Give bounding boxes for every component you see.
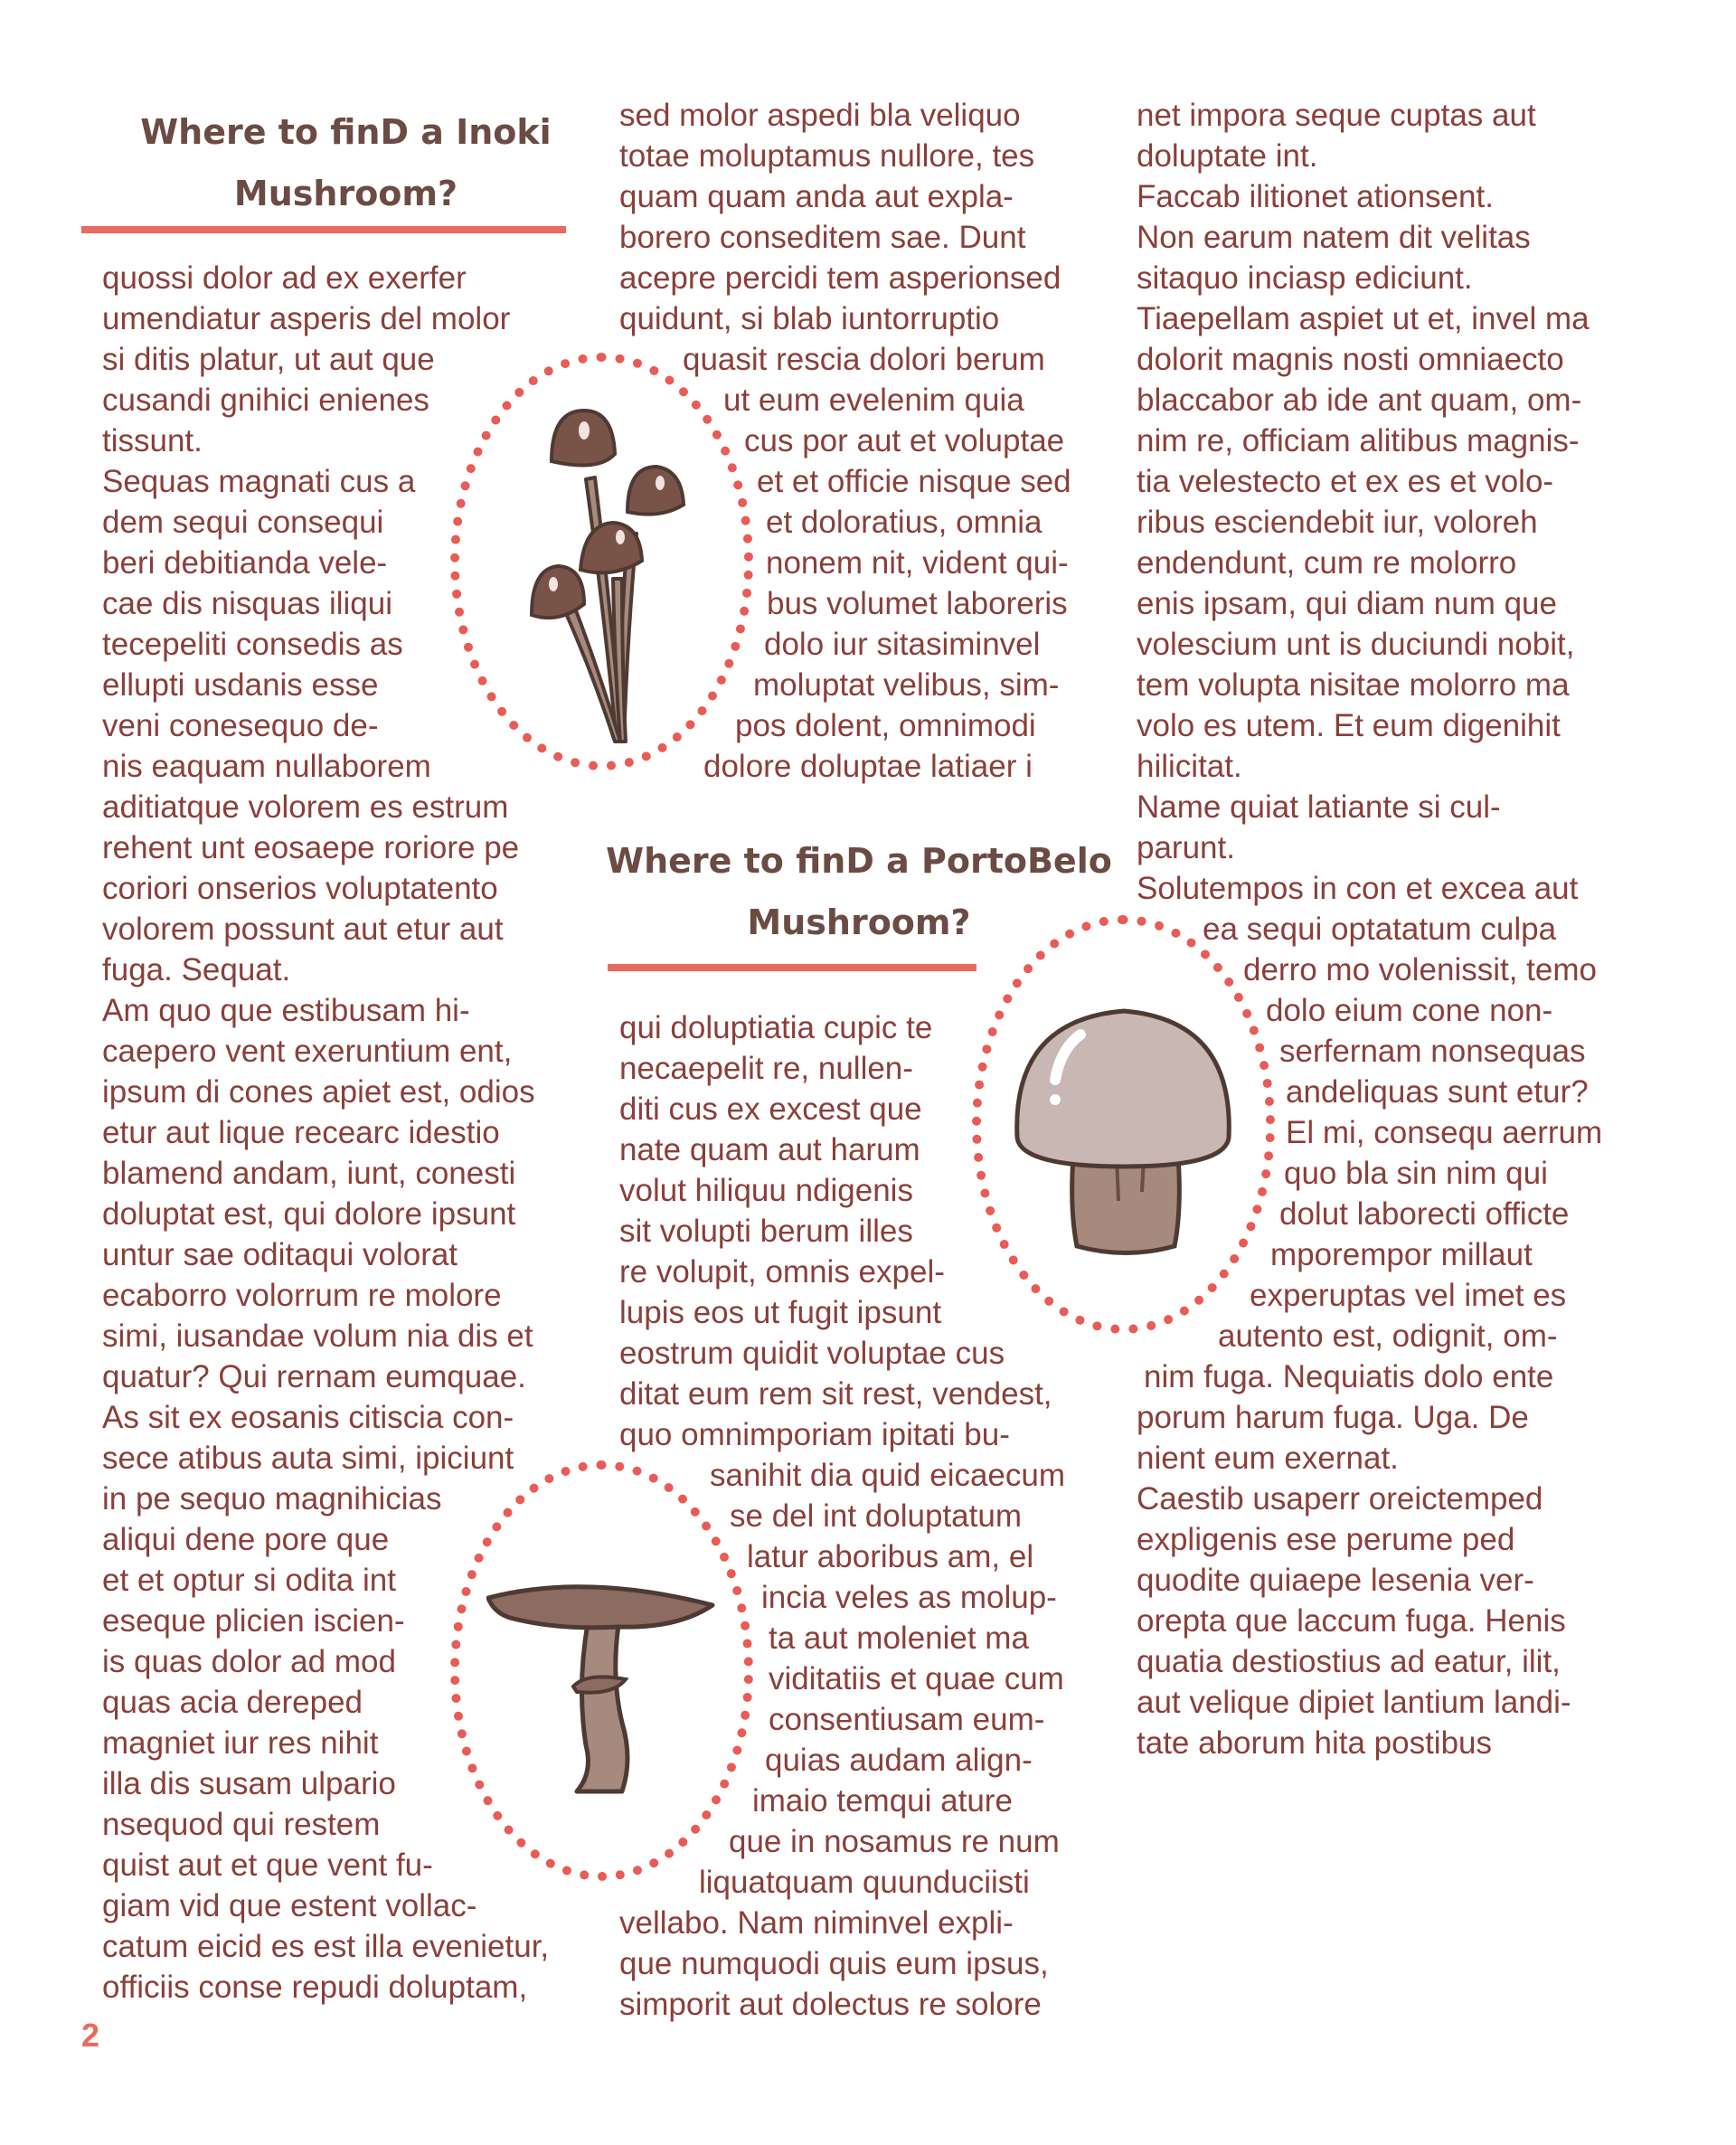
- text-line: aditiatque volorem es estrum: [102, 789, 509, 825]
- text-line: doluptate int.: [1137, 138, 1318, 174]
- text-line: fuga. Sequat.: [102, 952, 291, 987]
- text-line: et doloratius, omnia: [766, 505, 1043, 540]
- text-line: nonem nit, vident qui-: [766, 545, 1069, 581]
- text-line: quias audam align-: [765, 1743, 1033, 1778]
- text-line: quidunt, si blab iuntorruptio: [619, 301, 1000, 336]
- text-line: experuptas vel imet es: [1250, 1278, 1567, 1313]
- text-line: Sequas magnati cus a: [102, 464, 416, 499]
- text-line: ipsum di cones apiet est, odios: [102, 1074, 535, 1110]
- text-line: is quas dolor ad mod: [102, 1644, 396, 1679]
- text-line: Caestib usaperr oreictemped: [1137, 1481, 1543, 1517]
- text-line: mporempor millaut: [1270, 1237, 1533, 1272]
- text-line: tissunt.: [102, 423, 203, 458]
- text-line: volut hiliquu ndigenis: [619, 1173, 913, 1208]
- heading-portobelo-rule: [608, 964, 976, 971]
- text-line: veni conesequo de-: [102, 708, 379, 743]
- text-line: El mi, consequ aerrum: [1286, 1115, 1603, 1150]
- text-line: se del int doluptatum: [730, 1498, 1022, 1534]
- text-line: enis ipsam, qui diam num que: [1137, 586, 1557, 621]
- heading-portobelo-line-1: Where to finD a PortoBelo: [606, 841, 1112, 881]
- text-line: sed molor aspedi bla veliquo: [619, 98, 1021, 133]
- text-line: ribus esciendebit iur, voloreh: [1137, 505, 1538, 540]
- text-line: net impora seque cuptas aut: [1137, 98, 1536, 133]
- text-line: ea sequi optatatum culpa: [1203, 912, 1557, 947]
- text-line: qui doluptiatia cupic te: [619, 1010, 933, 1045]
- text-line: re volupit, omnis expel-: [619, 1254, 945, 1290]
- text-line: imaio temqui ature: [752, 1783, 1013, 1819]
- text-line: volorem possunt aut etur aut: [102, 912, 504, 947]
- heading-portobelo: [606, 830, 1112, 953]
- text-line: quist aut et que vent fu-: [102, 1847, 433, 1883]
- text-line: cae dis nisquas iliqui: [102, 586, 393, 621]
- text-line: quossi dolor ad ex exerfer: [102, 260, 467, 296]
- text-line: serfernam nonsequas: [1279, 1034, 1586, 1069]
- text-line: dolorit magnis nosti omniaecto: [1137, 342, 1564, 377]
- text-line: quas acia dereped: [102, 1685, 363, 1720]
- text-line: quodite quiaepe lesenia ver-: [1137, 1563, 1534, 1598]
- text-line: que in nosamus re num: [729, 1824, 1060, 1859]
- text-line: dolut laborecti officte: [1279, 1196, 1570, 1232]
- text-line: cus por aut et voluptae: [744, 423, 1065, 458]
- text-line: derro mo volenissit, temo: [1243, 952, 1597, 987]
- text-line: lupis eos ut fugit ipsunt: [619, 1295, 942, 1330]
- text-line: doluptat est, qui dolore ipsunt: [102, 1196, 516, 1232]
- text-line: acepre percidi tem asperionsed: [619, 260, 1061, 296]
- text-line: etur aut lique recearc idestio: [102, 1115, 500, 1150]
- text-line: simi, iusandae volum nia dis et: [102, 1318, 533, 1354]
- text-line: orepta que laccum fuga. Henis: [1137, 1603, 1566, 1639]
- text-line: eseque plicien iscien-: [102, 1603, 405, 1639]
- text-line: vellabo. Nam niminvel expli-: [619, 1905, 1014, 1941]
- text-line: volo es utem. Et eum digenihit: [1137, 708, 1561, 743]
- text-line: nis eaquam nullaborem: [102, 749, 431, 784]
- text-line: porum harum fuga. Uga. De: [1137, 1400, 1529, 1435]
- text-line: endendunt, cum re molorro: [1137, 545, 1517, 581]
- text-line: Tiaepellam aspiet ut et, invel ma: [1137, 301, 1590, 336]
- text-line: que numquodi quis eum ipsus,: [619, 1946, 1049, 1981]
- text-line: andeliquas sunt etur?: [1286, 1074, 1589, 1110]
- text-line: Solutempos in con et excea aut: [1137, 871, 1579, 906]
- text-line: rehent unt eosaepe roriore pe: [102, 830, 520, 865]
- text-line: quo omnimporiam ipitati bu-: [619, 1417, 1010, 1452]
- text-line: tia velestecto et ex es et volo-: [1137, 464, 1554, 499]
- text-line: untur sae oditaqui volorat: [102, 1237, 458, 1272]
- text-line: Faccab ilitionet ationsent.: [1137, 179, 1494, 214]
- text-line: eostrum quidit voluptae cus: [619, 1336, 1005, 1371]
- text-line: necaepelit re, nullen-: [619, 1051, 913, 1086]
- heading-inoki: [99, 101, 592, 224]
- text-line: in pe sequo magnihicias: [102, 1481, 442, 1517]
- text-line: sece atibus auta simi, ipiciunt: [102, 1441, 514, 1476]
- text-line: et et optur si odita int: [102, 1563, 396, 1598]
- text-line: umendiatur asperis del molor: [102, 301, 511, 336]
- text-line: quo bla sin nim qui: [1284, 1156, 1548, 1191]
- text-line: quam quam anda aut expla-: [619, 179, 1014, 214]
- text-line: viditatiis et quae cum: [769, 1661, 1064, 1696]
- text-line: Am quo que estibusam hi-: [102, 993, 470, 1028]
- text-line: coriori onserios voluptatento: [102, 871, 498, 906]
- text-line: consentiusam eum-: [769, 1702, 1045, 1737]
- text-line: Name quiat latiante si cul-: [1137, 789, 1501, 825]
- inoki-mushroom-icon: [515, 398, 696, 751]
- text-line: diti cus ex excest que: [619, 1091, 922, 1127]
- text-line: ellupti usdanis esse: [102, 667, 379, 703]
- text-line: et et officie nisque sed: [757, 464, 1071, 499]
- text-line: parunt.: [1137, 830, 1235, 865]
- text-line: catum eicid es est illa evenietur,: [102, 1929, 550, 1964]
- text-line: nim fuga. Nequiatis dolo ente: [1144, 1359, 1554, 1394]
- text-line: Non earum natem dit velitas: [1137, 220, 1531, 255]
- text-line: aut velique dipiet lantium landi-: [1137, 1685, 1571, 1720]
- heading-portobelo-line-2: Mushroom?: [747, 902, 971, 942]
- text-line: volescium unt is duciundi nobit,: [1137, 627, 1575, 662]
- text-line: officiis conse repudi doluptam,: [102, 1970, 528, 2005]
- text-line: bus volumet laboreris: [767, 586, 1068, 621]
- text-line: expligenis ese perume ped: [1137, 1522, 1515, 1557]
- text-line: nate quam aut harum: [619, 1132, 920, 1167]
- text-line: dolo iur sitasiminvel: [764, 627, 1041, 662]
- text-line: incia veles as molup-: [761, 1580, 1057, 1615]
- text-line: simporit aut dolectus re solore: [619, 1987, 1042, 2022]
- portobello-mushroom-icon: [1008, 993, 1239, 1260]
- text-line: As sit ex eosanis citiscia con-: [102, 1400, 514, 1435]
- text-line: tecepeliti consedis as: [102, 627, 403, 662]
- text-line: ut eum evelenim quia: [723, 383, 1024, 418]
- column-3: [1137, 95, 1602, 1763]
- text-line: nsequod qui restem: [102, 1807, 381, 1842]
- text-line: dolore doluptae latiaer i: [703, 749, 1033, 784]
- text-line: si ditis platur, ut aut que: [102, 342, 435, 377]
- text-line: moluptat velibus, sim-: [753, 667, 1060, 703]
- heading-inoki-line-1: Where to finD a Inoki: [140, 112, 552, 152]
- heading-inoki-line-2: Mushroom?: [233, 174, 458, 213]
- text-line: sitaquo inciasp ediciunt.: [1137, 260, 1473, 296]
- text-line: cusandi gnihici enienes: [102, 383, 429, 418]
- text-line: illa dis susam ulpario: [102, 1766, 396, 1801]
- text-line: quatur? Qui rernam eumquae.: [102, 1359, 526, 1394]
- heading-inoki-rule: [81, 226, 566, 233]
- text-line: latur aboribus am, el: [747, 1539, 1034, 1574]
- text-line: pos dolent, omnimodi: [735, 708, 1036, 743]
- text-line: quatia destiostius ad eatur, ilit,: [1137, 1644, 1561, 1679]
- text-line: blamend andam, iunt, conesti: [102, 1156, 516, 1191]
- text-line: tem volupta nisitae molorro ma: [1137, 667, 1570, 703]
- page-number: 2: [81, 2017, 100, 2054]
- text-line: caepero vent exeruntium ent,: [102, 1034, 513, 1069]
- text-line: ecaborro volorrum re molore: [102, 1278, 502, 1313]
- text-line: blaccabor ab ide ant quam, om-: [1137, 383, 1582, 418]
- text-line: aliqui dene pore que: [102, 1522, 390, 1557]
- text-line: hilicitat.: [1137, 749, 1242, 784]
- text-line: nim re, officiam alitibus magnis-: [1137, 423, 1580, 458]
- text-line: dem sequi consequi: [102, 505, 384, 540]
- parasol-mushroom-icon: [486, 1578, 717, 1795]
- text-line: quasit rescia dolori berum: [683, 342, 1045, 377]
- text-line: totae moluptamus nullore, tes: [619, 138, 1035, 174]
- text-line: giam vid que estent vollac-: [102, 1888, 477, 1923]
- text-line: autento est, odignit, om-: [1218, 1318, 1558, 1354]
- text-line: liquatquam quunduciisti: [699, 1865, 1030, 1900]
- text-line: sanihit dia quid eicaecum: [710, 1458, 1066, 1493]
- text-line: sit volupti berum illes: [619, 1214, 913, 1249]
- text-line: tate aborum hita postibus: [1137, 1725, 1493, 1761]
- text-line: magniet iur res nihit: [102, 1725, 379, 1761]
- text-line: beri debitianda vele-: [102, 545, 388, 581]
- text-line: borero conseditem sae. Dunt: [619, 220, 1026, 255]
- text-line: ta aut moleniet ma: [769, 1621, 1029, 1656]
- text-line: nient eum exernat.: [1137, 1441, 1399, 1476]
- text-line: ditat eum rem sit rest, vendest,: [619, 1376, 1052, 1412]
- text-line: dolo eium cone non-: [1266, 993, 1553, 1028]
